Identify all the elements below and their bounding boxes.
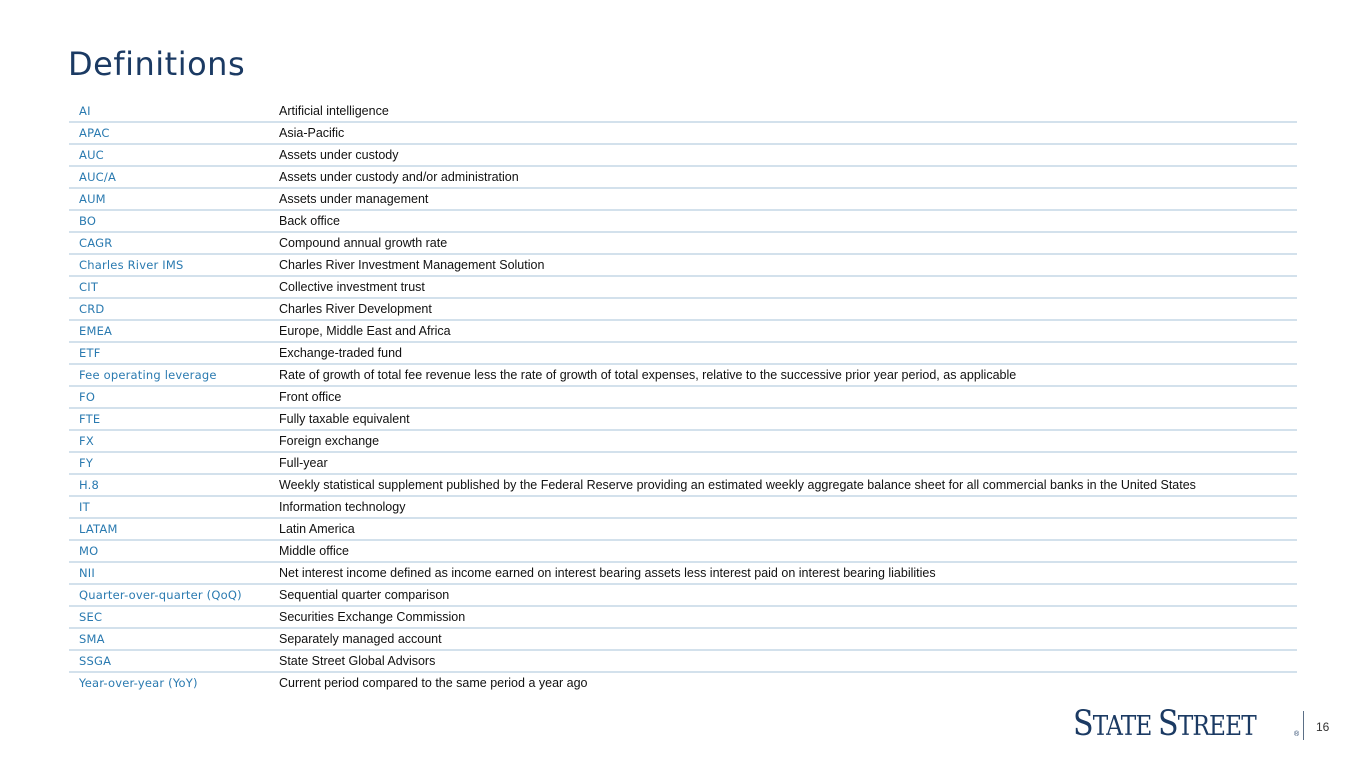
definition-meaning: State Street Global Advisors xyxy=(279,650,1297,672)
logo-rest-1: TATE xyxy=(1092,711,1159,742)
definition-term: SMA xyxy=(69,628,279,650)
footer-divider xyxy=(1303,711,1304,740)
definition-meaning: Compound annual growth rate xyxy=(279,232,1297,254)
definition-meaning: Assets under custody xyxy=(279,144,1297,166)
page-number: 16 xyxy=(1316,720,1330,734)
definition-row xyxy=(69,672,1297,693)
definition-term: MO xyxy=(69,540,279,562)
definition-row xyxy=(69,254,1297,276)
definition-row xyxy=(69,584,1297,606)
definition-row xyxy=(69,276,1297,298)
definition-row xyxy=(69,540,1297,562)
definition-term: AI xyxy=(69,101,279,122)
definition-row xyxy=(69,188,1297,210)
definition-meaning: Middle office xyxy=(279,540,1297,562)
logo-cap-s1: S xyxy=(1073,704,1093,744)
definition-meaning: Charles River Investment Management Solution xyxy=(279,254,1297,276)
definition-meaning: Sequential quarter comparison xyxy=(279,584,1297,606)
definition-meaning: Net interest income defined as income earned on interest bearing assets less interest paid on interest bearing liabilities xyxy=(279,562,1297,584)
definition-row xyxy=(69,144,1297,166)
definition-meaning: Information technology xyxy=(279,496,1297,518)
definition-meaning: Weekly statistical supplement published by the Federal Reserve providing an estimated weekly aggregate balance sheet for all commercial banks in the United States xyxy=(279,474,1297,496)
definition-meaning: Foreign exchange xyxy=(279,430,1297,452)
definition-meaning: Exchange-traded fund xyxy=(279,342,1297,364)
definition-meaning: Back office xyxy=(279,210,1297,232)
registered-mark: ® xyxy=(1294,731,1300,738)
definition-meaning: Collective investment trust xyxy=(279,276,1297,298)
definition-term: APAC xyxy=(69,122,279,144)
logo-wordmark xyxy=(1073,705,1267,746)
definition-meaning: Charles River Development xyxy=(279,298,1297,320)
definition-row xyxy=(69,430,1297,452)
definition-row xyxy=(69,518,1297,540)
definition-row xyxy=(69,298,1297,320)
definition-row xyxy=(69,210,1297,232)
definition-row xyxy=(69,101,1297,122)
logo-cap-s2: S xyxy=(1158,704,1178,744)
definition-row xyxy=(69,606,1297,628)
definition-term: ETF xyxy=(69,342,279,364)
definition-meaning: Assets under management xyxy=(279,188,1297,210)
definition-term: NII xyxy=(69,562,279,584)
page-title: Definitions xyxy=(68,45,246,83)
definition-term: BO xyxy=(69,210,279,232)
definition-term: Year-over-year (YoY) xyxy=(79,676,198,690)
logo-rest-2: TREET xyxy=(1177,711,1256,742)
definition-term: EMEA xyxy=(69,320,279,342)
definition-term: CAGR xyxy=(69,232,279,254)
definition-term: Charles River IMS xyxy=(69,254,279,276)
definition-meaning: Artificial intelligence xyxy=(279,101,1297,122)
definition-term: FX xyxy=(69,430,279,452)
definition-meaning: Securities Exchange Commission xyxy=(279,606,1297,628)
definition-meaning: Rate of growth of total fee revenue less the rate of growth of total expenses, relative to the successive prior year period, as applicable xyxy=(279,364,1297,386)
definition-term: CIT xyxy=(69,276,279,298)
definition-meaning: Europe, Middle East and Africa xyxy=(279,320,1297,342)
definition-meaning: Assets under custody and/or administration xyxy=(279,166,1297,188)
definition-term: FO xyxy=(69,386,279,408)
definitions-table xyxy=(69,101,1297,693)
definitions-table-body xyxy=(69,101,1297,693)
definition-meaning: Latin America xyxy=(279,518,1297,540)
definition-row xyxy=(69,364,1297,386)
definition-row xyxy=(69,628,1297,650)
definition-meaning: Asia-Pacific xyxy=(279,122,1297,144)
definition-row xyxy=(69,320,1297,342)
definition-term: Fee operating leverage xyxy=(69,364,279,386)
definition-term: AUC/A xyxy=(69,166,279,188)
definition-row xyxy=(69,166,1297,188)
definition-term: AUM xyxy=(69,188,279,210)
definition-row xyxy=(69,232,1297,254)
definition-term: IT xyxy=(69,496,279,518)
definition-term: FY xyxy=(69,452,279,474)
definition-meaning: Current period compared to the same period a year ago xyxy=(279,676,588,690)
definition-row xyxy=(69,474,1297,496)
definition-term: SSGA xyxy=(69,650,279,672)
definition-term: SEC xyxy=(69,606,279,628)
definition-meaning: Full-year xyxy=(279,452,1297,474)
definition-row xyxy=(69,122,1297,144)
definition-meaning: Separately managed account xyxy=(279,628,1297,650)
definition-row xyxy=(69,386,1297,408)
definition-row xyxy=(69,496,1297,518)
definition-term: CRD xyxy=(69,298,279,320)
definition-meaning: Front office xyxy=(279,386,1297,408)
state-street-logo xyxy=(1073,705,1299,746)
definition-row xyxy=(69,452,1297,474)
definition-row xyxy=(69,408,1297,430)
definition-row xyxy=(69,562,1297,584)
definition-term: H.8 xyxy=(69,474,279,496)
definition-term: Quarter-over-quarter (QoQ) xyxy=(69,584,279,606)
definition-meaning: Fully taxable equivalent xyxy=(279,408,1297,430)
definition-term: AUC xyxy=(69,144,279,166)
definition-row xyxy=(69,342,1297,364)
definition-term: FTE xyxy=(69,408,279,430)
definition-term: LATAM xyxy=(69,518,279,540)
definition-row xyxy=(69,650,1297,672)
